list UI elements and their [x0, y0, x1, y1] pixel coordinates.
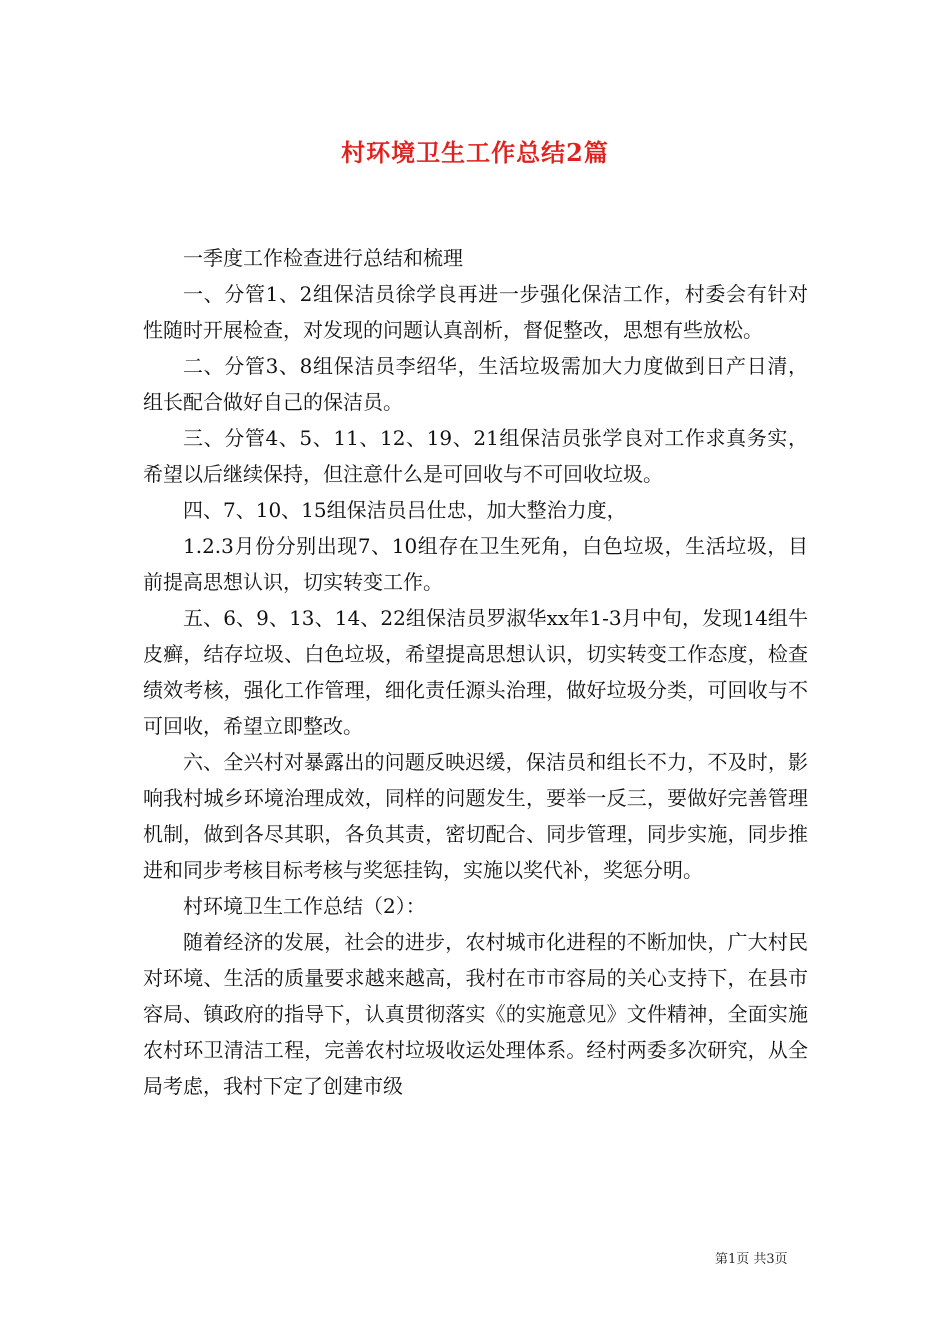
paragraph: 二、分管3、8组保洁员李绍华，生活垃圾需加大力度做到日产日清，组长配合做好自己的保洁员。 — [143, 354, 808, 414]
paragraph: 四、7、10、15组保洁员吕仕忠，加大整治力度， — [183, 498, 627, 522]
page-number: 第1页 共3页 — [715, 1252, 788, 1267]
paragraph: 五、6、9、13、14、22组保洁员罗淑华xx年1-3月中旬，发现14组牛皮癣，结存垃圾、白色垃圾，希望提高思想认识，切实转变工作态度，检查绩效考核，强化工作管理，细化责任源头治理，做好垃圾分类，可回收与不可回收，希望立即整改。 — [143, 606, 808, 738]
paragraph: 三、分管4、5、11、12、19、21组保洁员张学良对工作求真务实，希望以后继续保持，但注意什么是可回收与不可回收垃圾。 — [143, 426, 808, 486]
paragraph: 一季度工作检查进行总结和梳理 — [183, 246, 463, 270]
paragraph: 1.2.3月份分别出现7、10组存在卫生死角，白色垃圾，生活垃圾，目前提高思想认识，切实转变工作。 — [143, 534, 808, 594]
paragraph: 六、全兴村对暴露出的问题反映迟缓，保洁员和组长不力，不及时，影响我村城乡环境治理成效，同样的问题发生，要举一反三，要做好完善管理机制，做到各尽其职，各负其责，密切配合、同步管理，同步实施，同步推进和同步考核目标考核与奖惩挂钩，实施以奖代补，奖惩分明。 — [143, 750, 808, 882]
document-title: 村环境卫生工作总结2篇 — [341, 138, 609, 167]
paragraph: 村环境卫生工作总结（2）： — [183, 894, 426, 918]
paragraph: 随着经济的发展，社会的进步，农村城市化进程的不断加快，广大村民对环境、生活的质量要求越来越高，我村在市市容局的关心支持下，在县市容局、镇政府的指导下，认真贯彻落实《的实施意见》文件精神，全面实施农村环卫清洁工程，完善农村垃圾收运处理体系。经村两委多次研究，从全局考虑，我村下定了创建市级 — [143, 930, 808, 1098]
paragraph: 一、分管1、2组保洁员徐学良再进一步强化保洁工作，村委会有针对性随时开展检查，对发现的问题认真剖析，督促整改，思想有些放松。 — [143, 282, 808, 342]
document-body — [143, 240, 808, 1104]
